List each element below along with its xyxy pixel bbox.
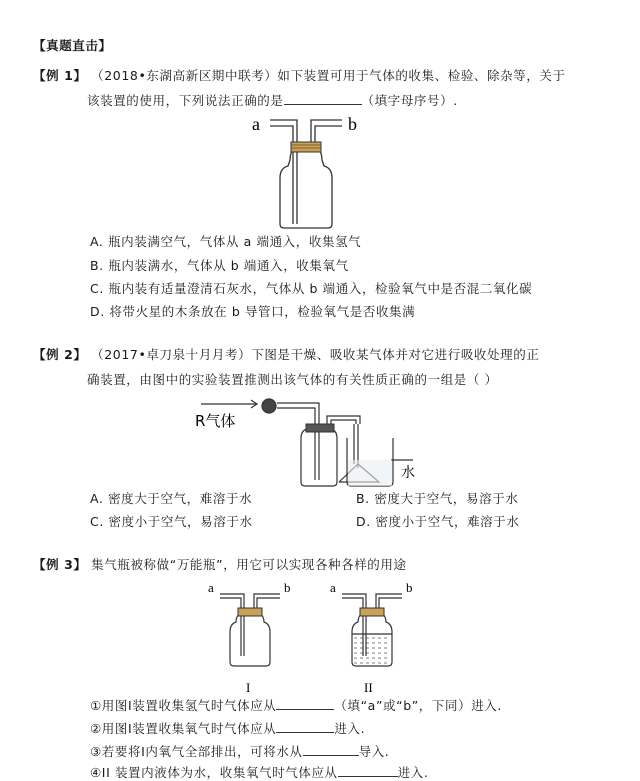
port-a-label: a [252, 114, 260, 134]
gas-bottle-diagram-I [200, 580, 300, 695]
fig1-port-a-label: a [208, 580, 214, 595]
example-2-line-2: 确装置，由图中的实验装置推测出该气体的有关性质正确的一组是（ ） [87, 372, 498, 387]
example-3-question-3 [90, 743, 389, 760]
gas-bottle-diagram-II [322, 580, 422, 695]
question-2-text-b: 进入. [334, 721, 366, 736]
example-1-text-2a: 该装置的使用，下列说法正确的是 [87, 93, 284, 108]
question-1-text-b: （填“a”或“b”，下同）进入. [334, 698, 502, 713]
example-1-line-2 [87, 92, 458, 109]
drying-absorption-apparatus-diagram [195, 394, 425, 494]
example-2-option-c[interactable]: C. 密度小于空气，易溶于水 [90, 514, 253, 529]
example-1-line-1 [33, 68, 566, 84]
question-3-text-a: ③若要将Ⅰ内氧气全部排出，可将水从 [90, 744, 303, 759]
example-1-option-a[interactable]: A. 瓶内装满空气，气体从 a 端通入，收集氢气 [90, 234, 362, 249]
example-2-option-b[interactable]: B. 密度大于空气，易溶于水 [356, 491, 519, 506]
example-3-intro: 集气瓶被称做“万能瓶”，用它可以实现各种各样的用途 [91, 557, 407, 572]
question-1-text-a: ①用图Ⅰ装置收集氢气时气体应从 [90, 698, 277, 713]
answer-blank[interactable] [303, 743, 359, 756]
question-4-text-a: ④II 装置内液体为水，收集氧气时气体应从 [90, 765, 338, 780]
rubber-stopper [238, 608, 262, 616]
example-1-option-c[interactable]: C. 瓶内装有适量澄清石灰水，气体从 b 端通入，检验氧气中是否混二氧化碳 [90, 281, 533, 296]
example-1-text-2b: （填字母序号）. [361, 93, 458, 108]
answer-blank[interactable] [276, 697, 334, 710]
answer-blank[interactable] [284, 92, 362, 105]
answer-blank[interactable] [338, 764, 398, 777]
example-3-question-4 [90, 764, 428, 781]
port-b-label: b [348, 114, 357, 134]
figure-II-caption: II [364, 680, 373, 695]
rubber-stopper [291, 142, 321, 152]
example-2-tag: 【例 2】 [33, 347, 87, 362]
example-2-text-1: （2017•卓刀泉十月月考）下图是干燥、吸收某气体并对它进行吸收处理的正 [91, 347, 540, 362]
example-1-option-d[interactable]: D. 将带火星的木条放在 b 导管口，检验氧气是否收集满 [90, 304, 416, 319]
figure-I-caption: I [246, 680, 251, 695]
example-3-line-1 [33, 557, 407, 573]
example-2-line-1 [33, 347, 539, 363]
section-title: 【真题直击】 [33, 38, 112, 53]
question-4-text-b: 进入. [397, 765, 429, 780]
rubber-stopper [360, 608, 384, 616]
gas-bottle-diagram-1 [240, 112, 400, 232]
example-3-question-1 [90, 697, 502, 714]
example-1-text-1: （2018•东湖高新区期中联考）如下装置可用于气体的收集、检验、除杂等，关于 [91, 68, 566, 83]
fig2-port-b-label: b [406, 580, 413, 595]
example-1-option-b[interactable]: B. 瓶内装满水，气体从 b 端通入，收集氧气 [90, 258, 349, 273]
water-label: 水 [401, 465, 415, 481]
example-1-tag: 【例 1】 [33, 68, 87, 83]
example-3-question-2 [90, 720, 365, 737]
gas-label: R气体 [195, 412, 236, 430]
question-3-text-b: 导入. [358, 744, 390, 759]
example-3-tag: 【例 3】 [33, 557, 87, 572]
answer-blank[interactable] [276, 720, 334, 733]
rubber-stopper [306, 424, 334, 432]
fig2-port-a-label: a [330, 580, 336, 595]
fig1-port-b-label: b [284, 580, 291, 595]
question-2-text-a: ②用图Ⅰ装置收集氧气时气体应从 [90, 721, 277, 736]
example-2-option-a[interactable]: A. 密度大于空气，难溶于水 [90, 491, 253, 506]
example-2-option-d[interactable]: D. 密度小于空气，难溶于水 [356, 514, 520, 529]
